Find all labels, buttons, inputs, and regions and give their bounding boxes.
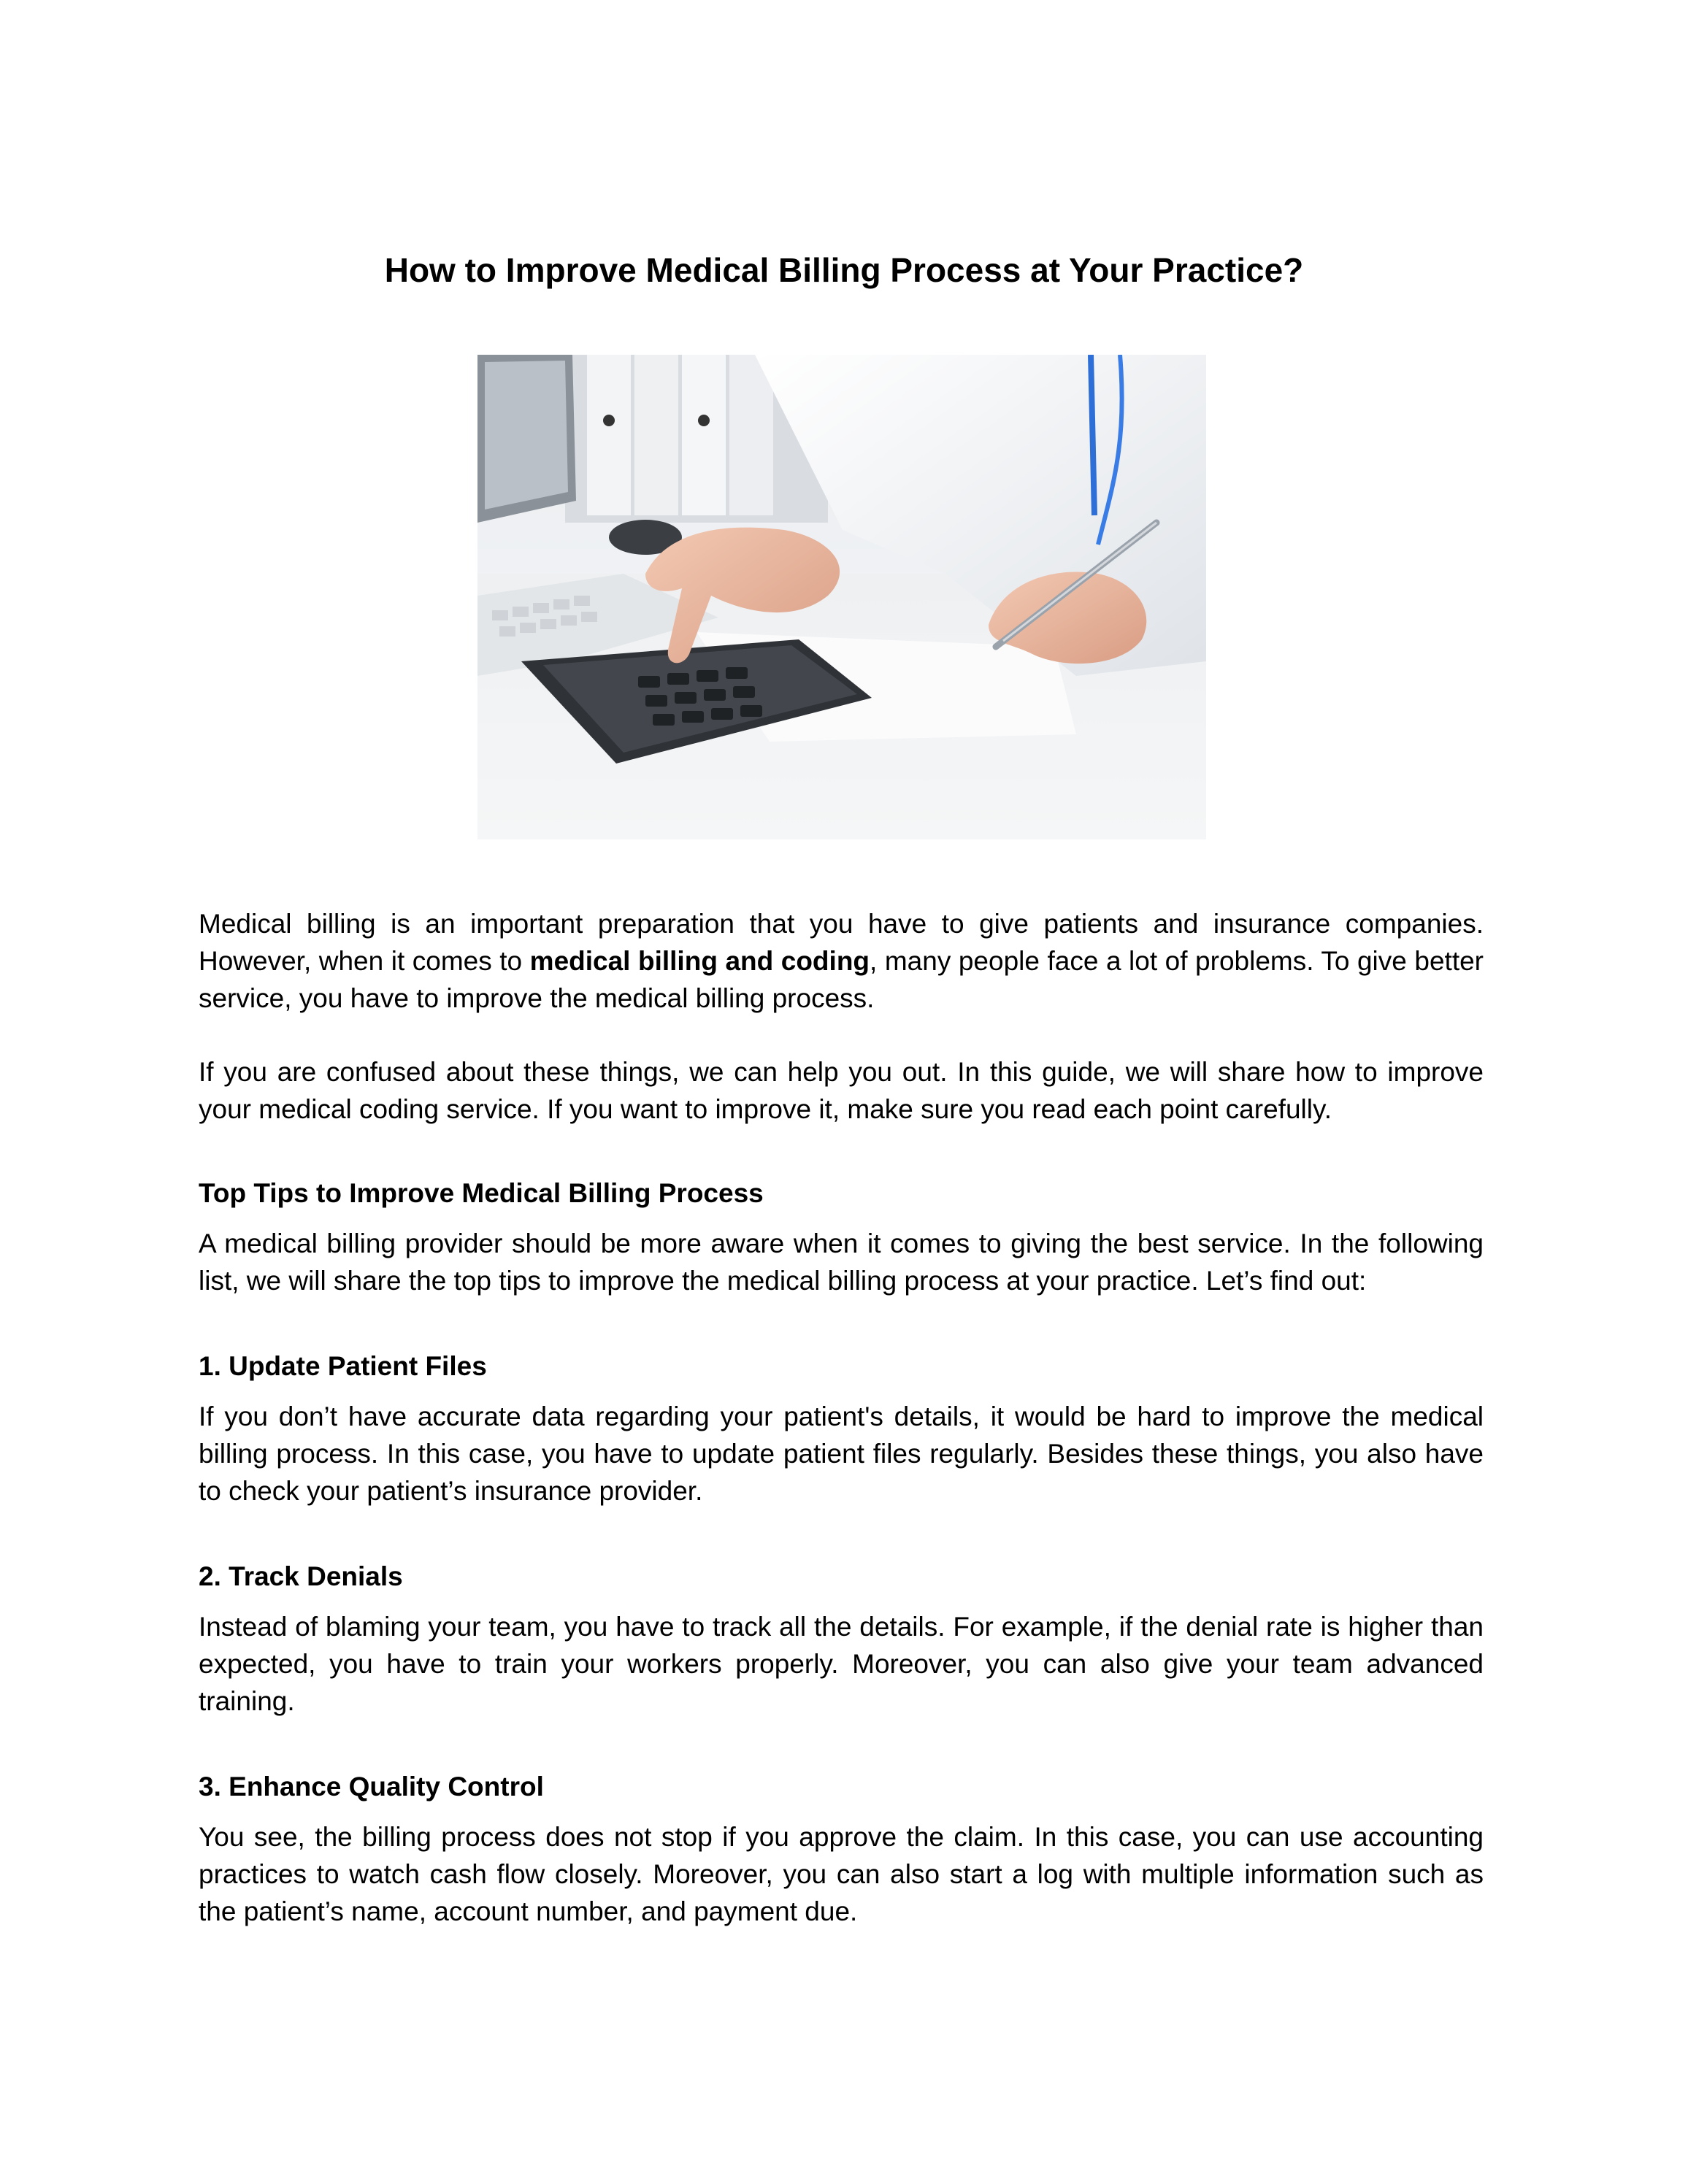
doctor-calculator-illustration [477, 355, 1206, 839]
intro-p1-after: , many people face a lot of problems. To give better service, you have to improve the medical billing process. [199, 946, 1484, 1013]
section-body: You see, the billing process does not stop if you approve the claim. In this case, you can use accounting practices to watch cash flow closely. Moreover, you can also start a log with multiple information such as the patient’s name, account number, and payment due. [199, 1822, 1484, 1926]
section-body: If you don’t have accurate data regarding your patient's details, it would be hard to improve the medical billing process. In this case, you have to update patient files regularly. Besides these things, you also have to check your patient’s insurance provider. [199, 1401, 1484, 1506]
section-heading: 3. Enhance Quality Control [199, 1772, 544, 1802]
intro-paragraph-2: If you are confused about these things, we can help you out. In this guide, we will share how to improve your medical coding service. If you want to improve it, make sure you read each point carefully. [199, 1057, 1484, 1124]
intro-p1-bold: medical billing and coding [529, 946, 870, 976]
intro-p1-before: Medical billing is an important preparation that you have to give patients and insurance companies. However, when it comes to [199, 909, 1484, 976]
tips-heading: Top Tips to Improve Medical Billing Process [199, 1178, 764, 1208]
section-body: Instead of blaming your team, you have to track all the details. For example, if the denial rate is higher than expected, you have to train your workers properly. Moreover, you can also give your team advanced training. [199, 1612, 1484, 1716]
intro-paragraph-1 [199, 905, 1484, 1017]
section-heading: 1. Update Patient Files [199, 1351, 487, 1381]
hero-image [477, 355, 1206, 839]
article-body [199, 905, 1484, 1930]
tips-intro-paragraph: A medical billing provider should be more aware when it comes to giving the best service. In the following list, we will share the top tips to improve the medical billing process at your practice. Let’s find out: [199, 1228, 1484, 1296]
section-heading: 2. Track Denials [199, 1561, 403, 1591]
page-title: How to Improve Medical Billing Process at Your Practice? [384, 251, 1304, 289]
